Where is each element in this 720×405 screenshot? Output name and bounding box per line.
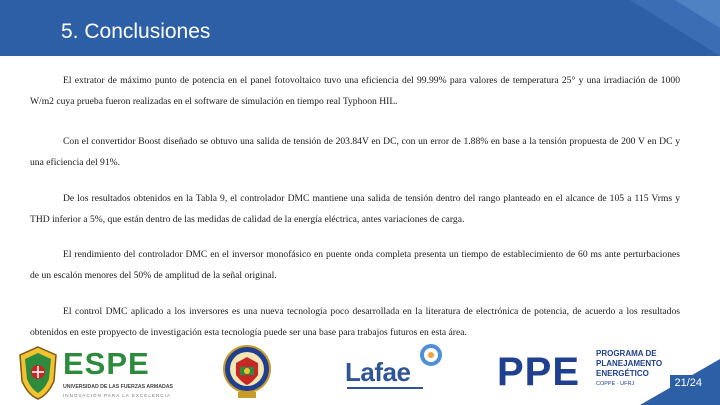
paragraph-1 — [30, 71, 680, 112]
institution-seal-icon — [222, 341, 272, 401]
paragraph-3-text: De los resultados obtenidos en la Tabla 9, el controlador DMC mantiene una salida de tensión dentro del rango planteado en el alcance de 105 a 115 Vrms y THD inferior a 5%, que están dentro de las medidas de calidad de la energía eléctrica, antes variaciones de carga. — [30, 193, 680, 225]
paragraph-3 — [30, 189, 680, 230]
lafae-underline — [347, 387, 423, 389]
lafae-wordmark: Lafae — [345, 357, 411, 387]
page-number: 21/24 — [670, 375, 706, 391]
page-title: 5. Conclusiones — [61, 20, 211, 43]
ppe-line-3: ENERGÉTICO — [596, 369, 649, 378]
espe-subtitle: UNIVERSIDAD DE LAS FUERZAS ARMADAS — [63, 384, 173, 390]
ppe-line-2: PLANEJAMENTO — [596, 359, 663, 368]
paragraph-4 — [30, 245, 680, 286]
lafae-logo — [343, 343, 453, 393]
paragraph-2-text: Con el convertidor Boost diseñado se obtuvo una salida de tensión de 203.84V en DC, con un error de 1.88% en base a la tensión propuesta de 200 V en DC y una eficiencia del 91%. — [30, 136, 680, 168]
logo-strip — [0, 335, 720, 405]
paragraph-1-text: El extrator de máximo punto de potencia en el panel fotovoltaico tuvo una eficiencia del 99.99% para valores de temperatura 25° y una irradiación de 1000 W/m2 cuya prueba fueron realizadas en el software de simulación en tiempo real Typhoon HIL. — [30, 75, 680, 107]
paragraph-4-text: El rendimiento del controlador DMC en el inversor monofásico en puente onda completa presenta un tiempo de establecimiento de 60 ms ante perturbaciones de un escalón menores del 50% de amplitud de la señal original. — [30, 249, 680, 281]
header-decoration-small — [675, 0, 720, 28]
espe-wordmark: ESPE — [63, 346, 150, 381]
slide-header — [0, 0, 720, 56]
espe-emblem-icon — [18, 345, 58, 401]
ppe-line-1: PROGRAMA DE — [596, 349, 657, 358]
ppe-line-4: COPPE · UFRJ — [596, 381, 635, 387]
paragraph-5-text: El control DMC aplicado a los inversores es una nueva tecnología poco desarrollada en la literatura de electrónica de potencia, de acuerdo a los resultados obtenidos en este propyecto de investigación esta tecnología puede ser una base para trabajos futuros en esta área. — [30, 306, 680, 338]
espe-logo — [63, 347, 183, 403]
paragraph-2 — [30, 132, 680, 173]
lafae-swirl-icon — [415, 343, 445, 367]
ppe-wordmark: PPE — [497, 350, 581, 394]
espe-tagline: INNOVACIÓN PARA LA EXCELENCIA — [63, 393, 171, 398]
